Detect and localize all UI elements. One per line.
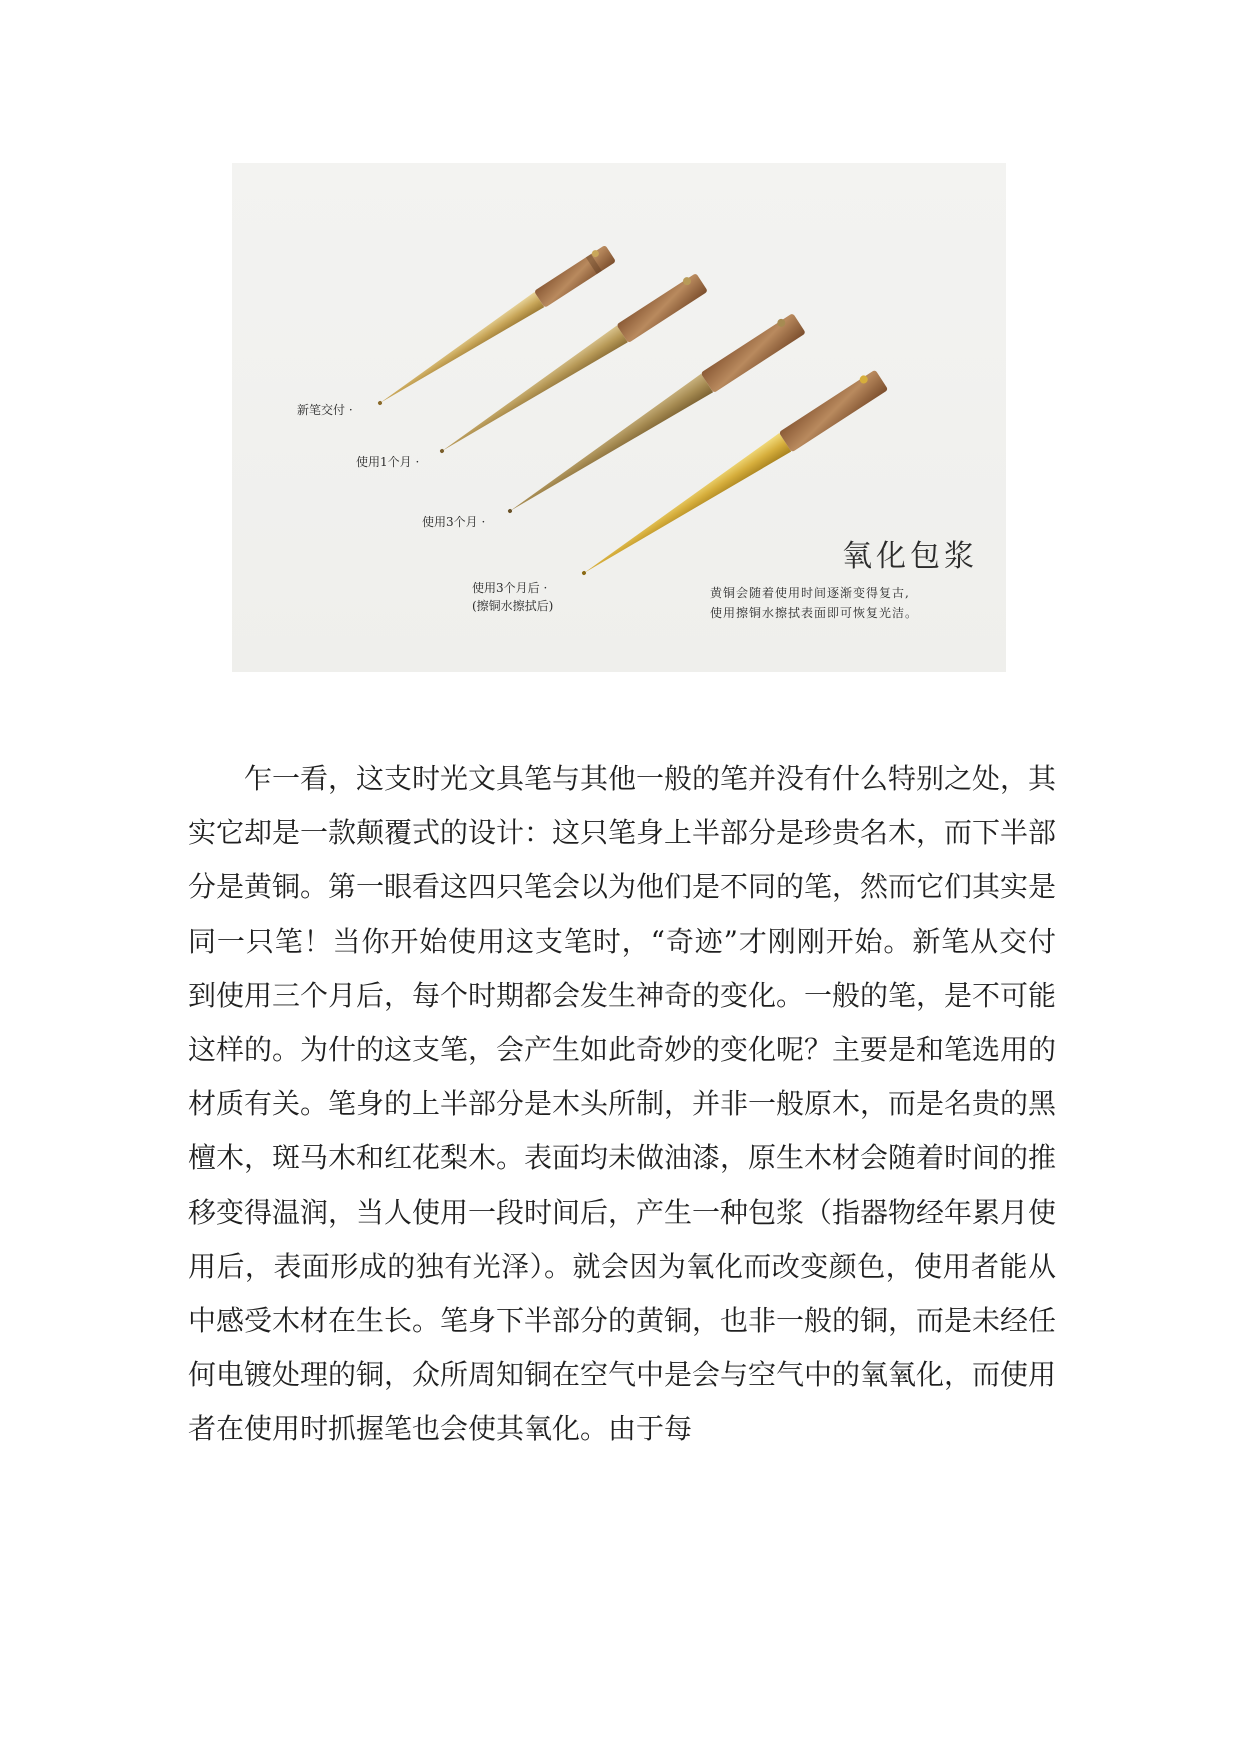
pen-three-months <box>501 311 806 522</box>
label-three-months-after: 使用3个月后 · <box>472 581 548 595</box>
label-one-month: 使用1个月 · <box>356 455 420 469</box>
label-new: 新笔交付 · <box>297 403 353 417</box>
label-after-note: (擦铜水擦拭后) <box>472 599 554 613</box>
label-three-months: 使用3个月 · <box>422 515 486 529</box>
figure-description <box>710 583 918 623</box>
figure-description-line-2: 使用擦铜水擦拭表面即可恢复光洁。 <box>710 606 919 620</box>
figure-title: 氧化包浆 <box>842 539 978 574</box>
pen-new <box>372 244 616 413</box>
article-paragraph: 乍一看，这支时光文具笔与其他一般的笔并没有什么特别之处，其实它却是一款颠覆式的设计：这只笔身上半部分是珍贵名木，而下半部分是黄铜。第一眼看这四只笔会以为他们是不同的笔，然而它们其实是同一只笔！当你开始使用这支笔时，“奇迹”才刚刚开始。新笔从交付到使用三个月后，每个时期都会发生神奇的变化。一般的笔，是不可能这样的。为什的这支笔，会产生如此奇妙的变化呢？主要是和笔选用的材质有关。笔身的上半部分是木头所制，并非一般原木，而是名贵的黑檀木，斑马木和红花梨木。表面均未做油漆，原生木材会随着时间的推移变得温润，当人使用一段时间后，产生一种包浆（指器物经年累月使用后，表面形成的独有光泽）。就会因为氧化而改变颜色，使用者能从中感受木材在生长。笔身下半部分的黄铜，也非一般的铜，而是未经任何电镀处理的铜，众所周知铜在空气中是会与空气中的氧氧化，而使用者在使用时抓握笔也会使其氧化。由于每 <box>188 762 1057 1446</box>
pen-one-month <box>433 271 708 461</box>
figure-description-line-1: 黄铜会随着使用时间逐渐变得复古, <box>710 586 910 600</box>
pen-oxidation-photo <box>232 163 1006 672</box>
